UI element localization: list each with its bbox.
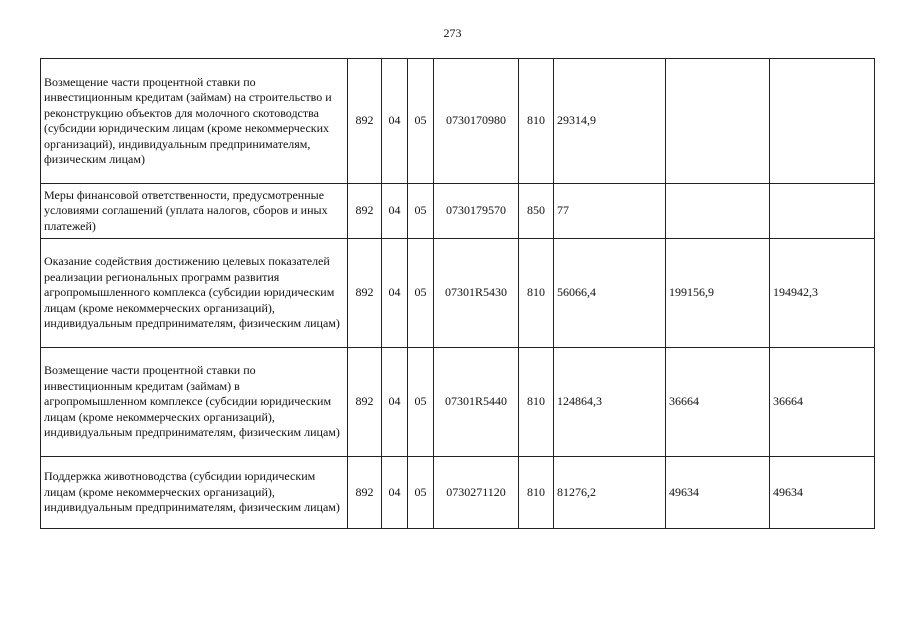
row-target-code: 0730271120	[434, 457, 519, 529]
row-section-code: 04	[382, 59, 408, 184]
table-row	[41, 348, 875, 457]
row-sum-1: 29314,9	[554, 59, 666, 184]
row-name: Возмещение части процентной ставки по инвестиционным кредитам (займам) в агропромышленном комплексе (субсидии юридическим лицам (кроме некоммерческих организаций), индивидуальным предпринимателям, физическим лицам)	[41, 348, 348, 457]
table-row	[41, 59, 875, 184]
row-name: Возмещение части процентной ставки по инвестиционным кредитам (займам) на строительство и реконструкцию объектов для молочного скотоводства (субсидии юридическим лицам (кроме некоммерческих организаций), индивидуальным предпринимателям, физическим лицам)	[41, 59, 348, 184]
row-section-code: 04	[382, 348, 408, 457]
row-target-code: 07301R5440	[434, 348, 519, 457]
row-expense-type: 810	[519, 239, 554, 348]
row-sum-1: 77	[554, 184, 666, 239]
row-sum-3: 36664	[770, 348, 875, 457]
page-number: 273	[443, 26, 462, 40]
row-name: Меры финансовой ответственности, предусмотренные условиями соглашений (уплата налогов, сборов и иных платежей)	[41, 184, 348, 239]
row-sum-2: 36664	[666, 348, 770, 457]
row-name: Оказание содействия достижению целевых показателей реализации региональных программ развития агропромышленного комплекса (субсидии юридическим лицам (кроме некоммерческих организаций), индивидуальным предпринимателям, физическим лицам)	[41, 239, 348, 348]
row-expense-type: 810	[519, 457, 554, 529]
row-expense-type: 850	[519, 184, 554, 239]
row-subsection-code: 05	[408, 59, 434, 184]
row-sum-2	[666, 184, 770, 239]
row-sum-1: 81276,2	[554, 457, 666, 529]
table-row	[41, 239, 875, 348]
row-section-code: 04	[382, 457, 408, 529]
row-sum-2: 199156,9	[666, 239, 770, 348]
row-sum-3	[770, 59, 875, 184]
row-expense-type: 810	[519, 59, 554, 184]
row-section-code: 04	[382, 239, 408, 348]
row-sum-3	[770, 184, 875, 239]
row-sum-2	[666, 59, 770, 184]
row-sum-2: 49634	[666, 457, 770, 529]
row-subsection-code: 05	[408, 239, 434, 348]
row-target-code: 07301R5430	[434, 239, 519, 348]
row-target-code: 0730170980	[434, 59, 519, 184]
row-ministry-code: 892	[348, 348, 382, 457]
row-target-code: 0730179570	[434, 184, 519, 239]
row-name: Поддержка животноводства (субсидии юридическим лицам (кроме некоммерческих организаций), индивидуальным предпринимателям, физическим лицам)	[41, 457, 348, 529]
row-sum-1: 56066,4	[554, 239, 666, 348]
row-subsection-code: 05	[408, 457, 434, 529]
budget-table	[40, 58, 875, 529]
row-ministry-code: 892	[348, 59, 382, 184]
row-sum-3: 194942,3	[770, 239, 875, 348]
row-ministry-code: 892	[348, 239, 382, 348]
row-section-code: 04	[382, 184, 408, 239]
row-ministry-code: 892	[348, 184, 382, 239]
table-row	[41, 457, 875, 529]
row-ministry-code: 892	[348, 457, 382, 529]
row-expense-type: 810	[519, 348, 554, 457]
row-subsection-code: 05	[408, 184, 434, 239]
row-sum-1: 124864,3	[554, 348, 666, 457]
row-subsection-code: 05	[408, 348, 434, 457]
table-row	[41, 184, 875, 239]
row-sum-3: 49634	[770, 457, 875, 529]
